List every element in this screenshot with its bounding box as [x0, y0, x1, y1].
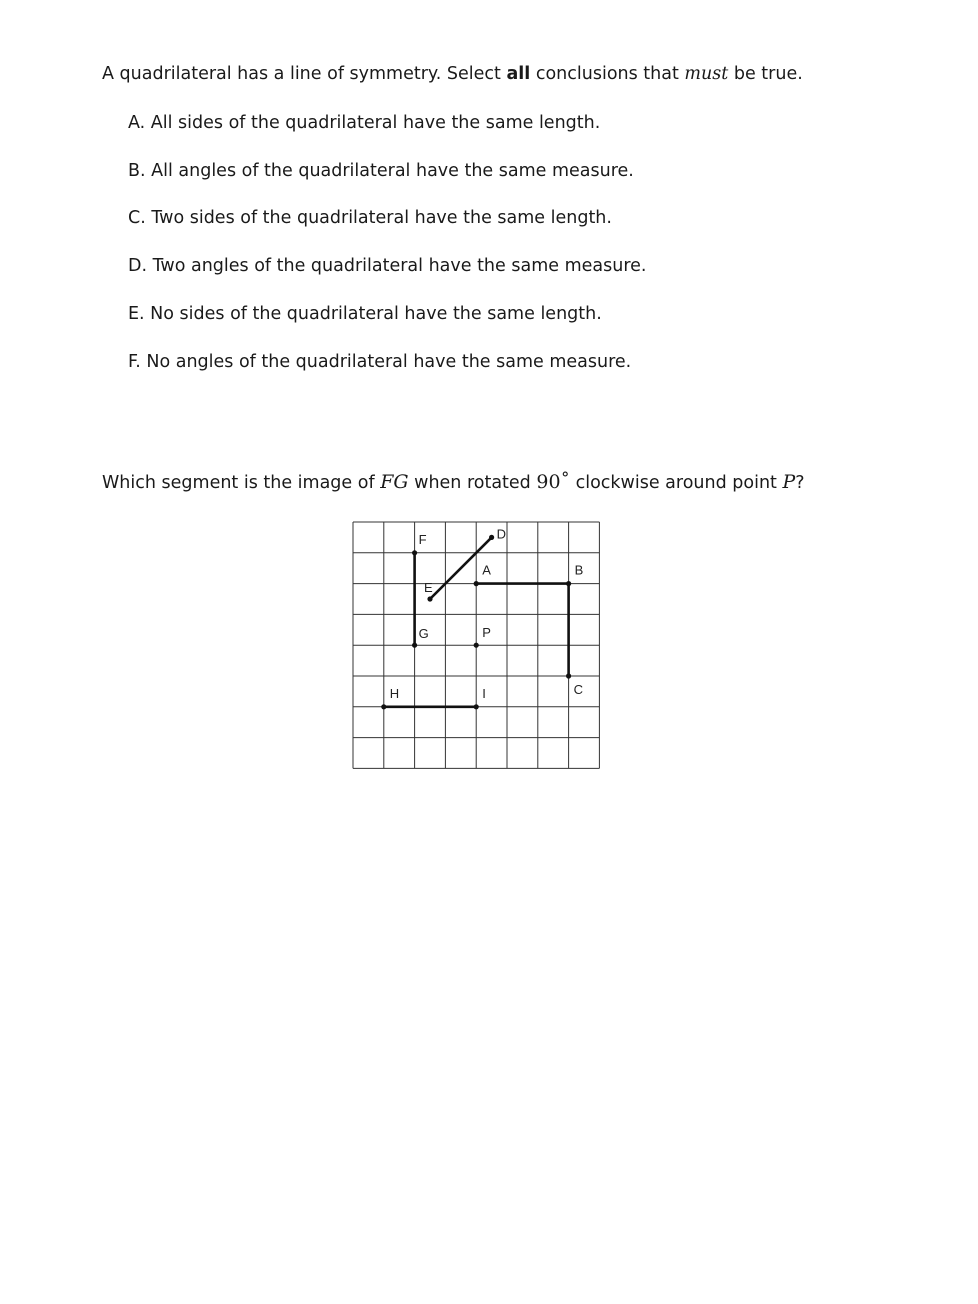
point-d-label: D [496, 526, 506, 542]
point-c-label: C [573, 682, 583, 697]
option-f[interactable]: F. No angles of the quadrilateral have the same measure. [128, 352, 632, 372]
question-1-bold-all: all [506, 64, 531, 84]
point-a-label: A [482, 562, 491, 578]
point-f-dot [412, 550, 417, 555]
question-1-text: conclusions that [530, 64, 685, 84]
point-g-label: G [418, 626, 429, 642]
question-1-text: be true. [728, 64, 803, 84]
point-p-label: P [782, 471, 796, 493]
option-e[interactable]: E. No sides of the quadrilateral have the same length. [128, 304, 602, 324]
question-1-italic-must: must [684, 64, 729, 84]
question-2-text: ? [795, 473, 805, 493]
segment-fg-label: FG [380, 471, 409, 493]
point-a-dot [474, 581, 479, 586]
question-1-text: A quadrilateral has a line of symmetry. Select [102, 64, 507, 84]
option-c[interactable]: C. Two sides of the quadrilateral have the same length. [128, 208, 612, 228]
point-e-label: E [424, 580, 433, 595]
point-i-label: I [482, 685, 486, 701]
point-p-dot [474, 643, 479, 648]
point-h-label: H [389, 685, 400, 701]
point-b-label: B [574, 562, 584, 578]
option-b[interactable]: B. All angles of the quadrilateral have the same measure. [128, 161, 634, 181]
point-d-dot [489, 535, 494, 540]
question-2-text: Which segment is the image of [102, 473, 381, 493]
question-1-stem [102, 64, 803, 84]
point-i-dot [474, 704, 479, 709]
point-f-label: F [418, 531, 427, 547]
point-p-label: P [482, 625, 491, 641]
point-g-dot [412, 643, 417, 648]
question-2-text: clockwise around point [570, 473, 783, 493]
point-e-dot [427, 596, 432, 601]
question-2-text: when rotated [408, 473, 537, 493]
point-h-dot [381, 704, 386, 709]
rotation-angle: 90˚ [536, 471, 571, 493]
rotation-grid-diagram [346, 516, 608, 774]
question-2-stem [102, 471, 805, 493]
option-a[interactable]: A. All sides of the quadrilateral have the same length. [128, 113, 601, 133]
point-b-dot [566, 581, 571, 586]
points [381, 526, 583, 709]
option-d[interactable]: D. Two angles of the quadrilateral have the same measure. [128, 256, 647, 276]
point-c-dot [566, 673, 571, 678]
